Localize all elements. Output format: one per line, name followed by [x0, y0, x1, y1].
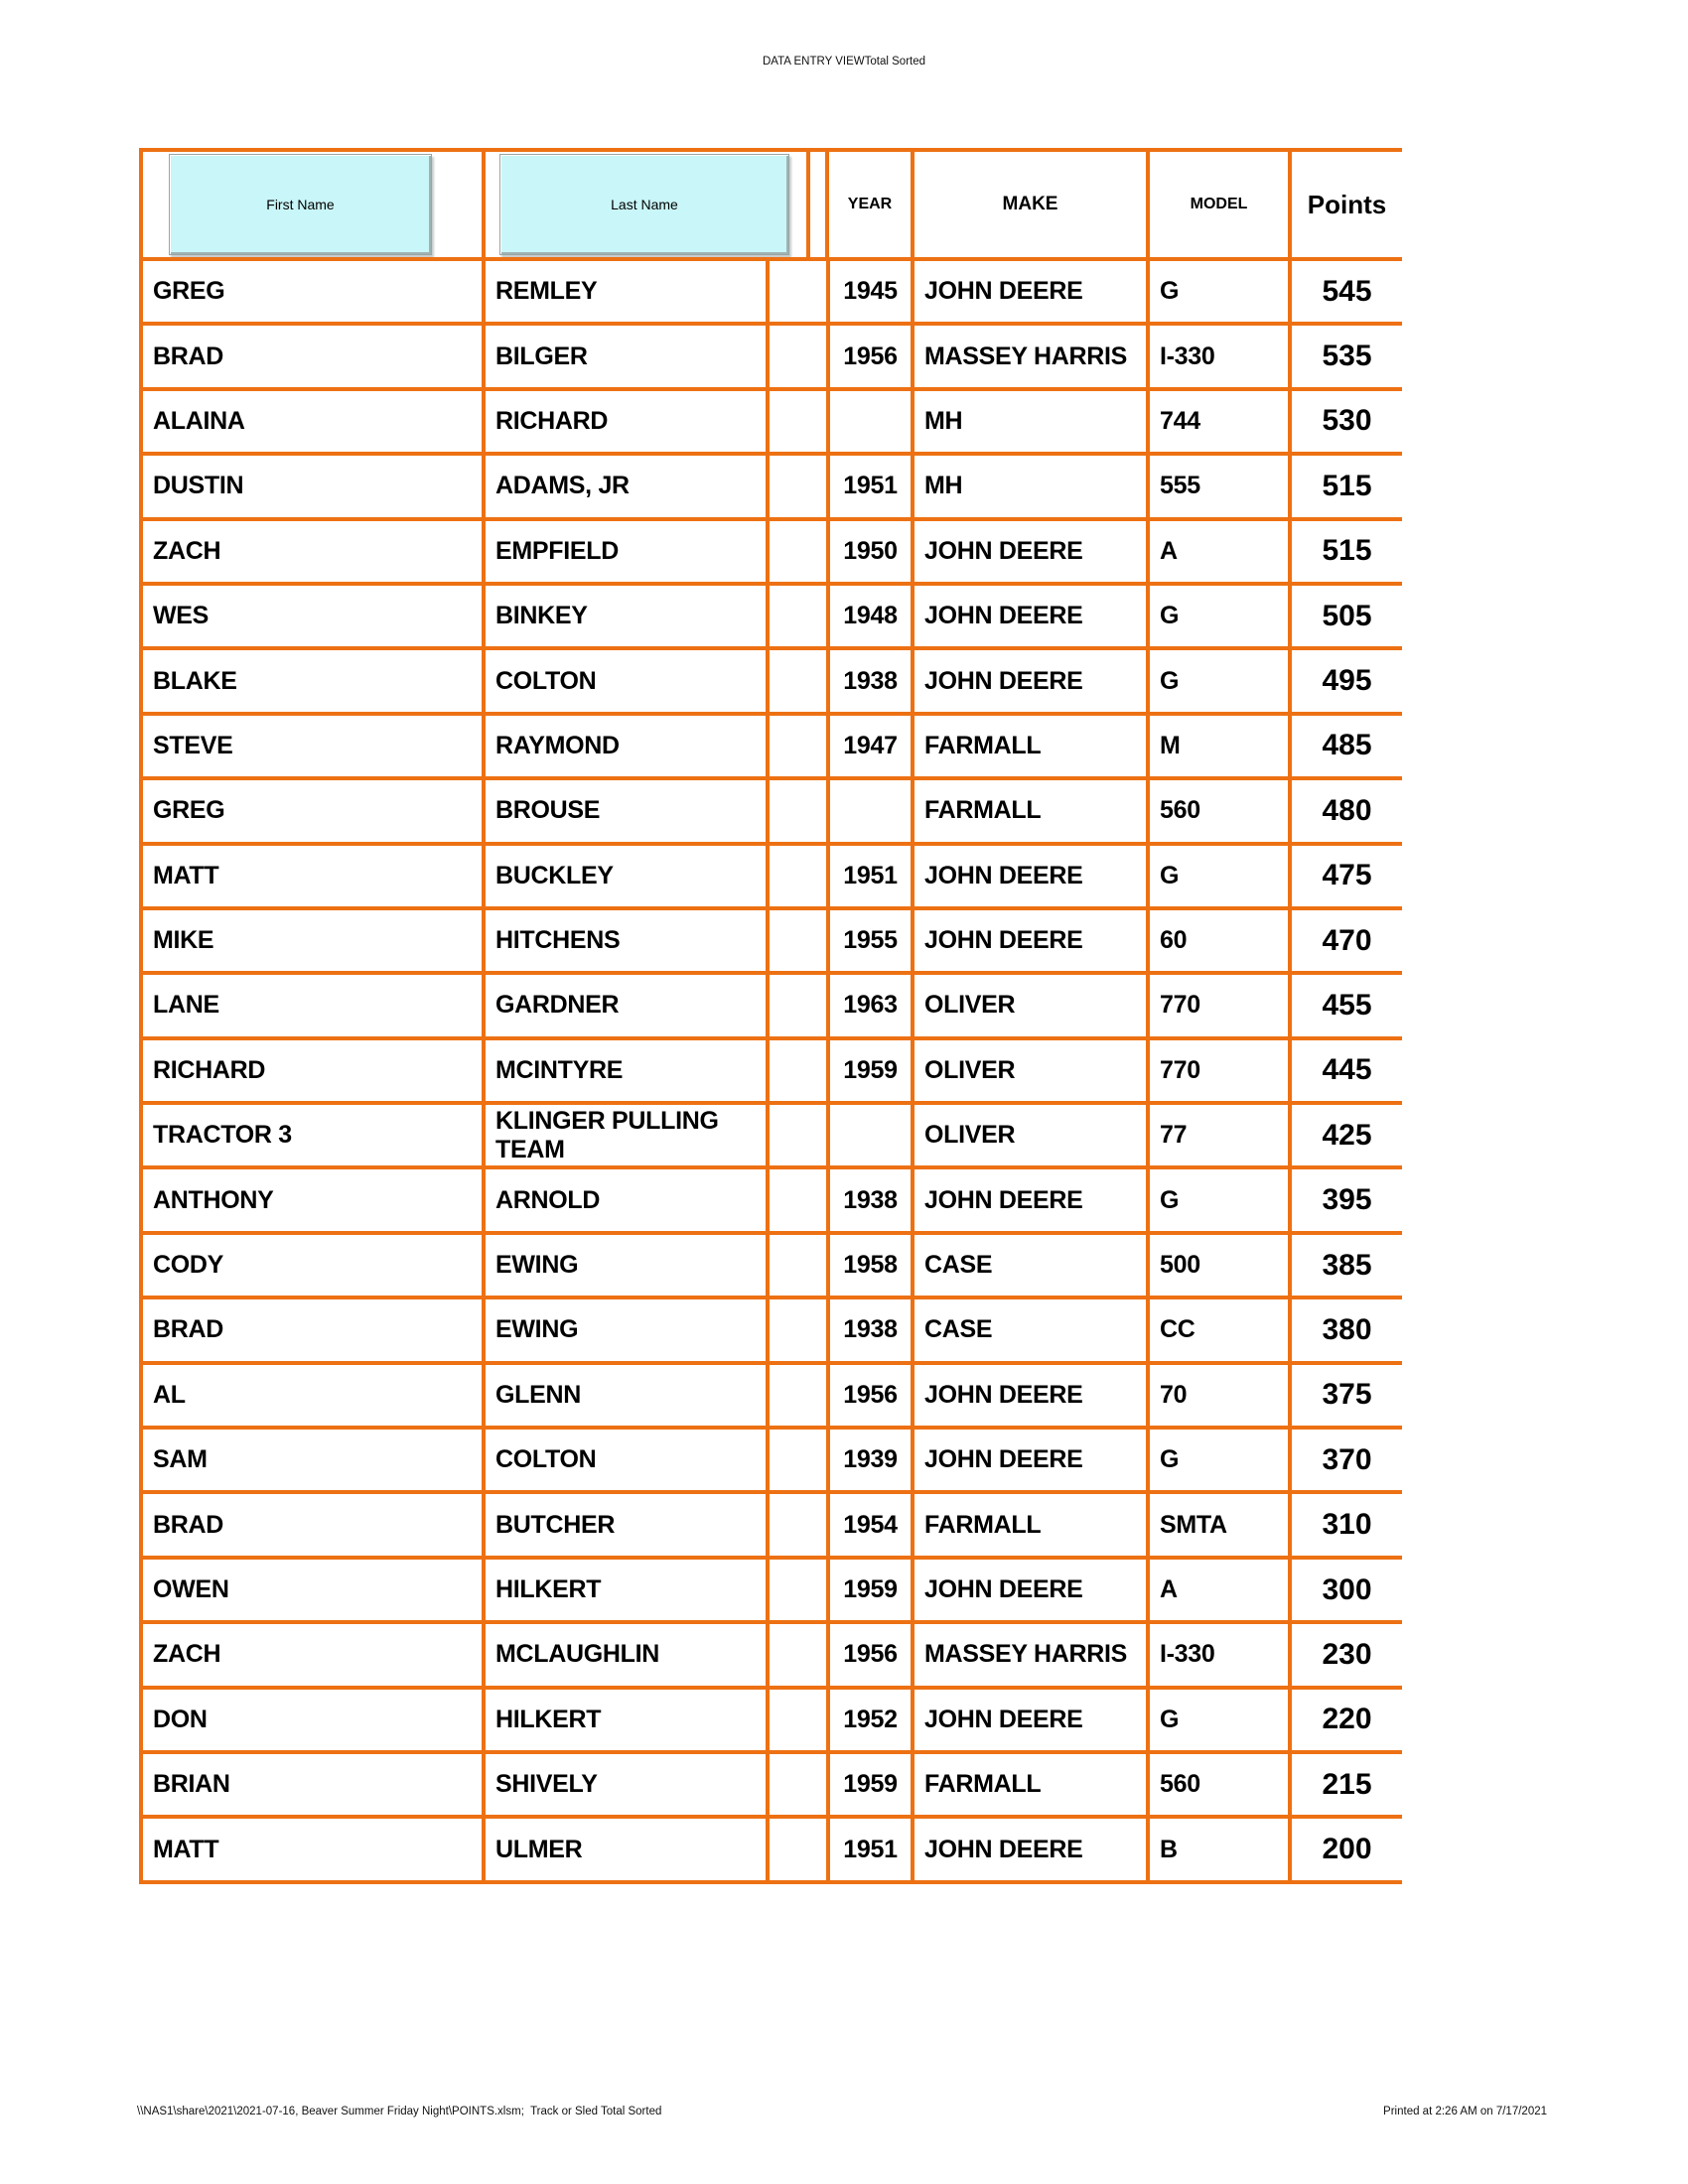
last-name-sort-button[interactable]: Last Name	[499, 154, 789, 255]
cell-first-name: AL	[139, 1365, 482, 1426]
cell-spacer	[766, 456, 826, 516]
cell-first-name: MATT	[139, 846, 482, 906]
cell-last-name: BILGER	[482, 326, 766, 386]
cell-year: 1963	[826, 975, 911, 1035]
points-table	[139, 148, 1402, 1884]
table-row	[139, 646, 1402, 711]
cell-first-name: TRACTOR 3	[139, 1105, 482, 1165]
cell-last-name: RICHARD	[482, 391, 766, 452]
cell-year: 1959	[826, 1754, 911, 1815]
cell-make: FARMALL	[911, 716, 1146, 776]
table-row	[139, 906, 1402, 971]
cell-first-name: BRIAN	[139, 1754, 482, 1815]
table-row	[139, 517, 1402, 582]
cell-first-name: ZACH	[139, 521, 482, 582]
cell-points: 375	[1288, 1365, 1402, 1426]
cell-last-name: KLINGER PULLING TEAM	[482, 1105, 766, 1165]
cell-spacer	[766, 1365, 826, 1426]
cell-year	[826, 391, 911, 452]
cell-make: JOHN DEERE	[911, 846, 1146, 906]
cell-spacer	[766, 1690, 826, 1750]
cell-points: 445	[1288, 1040, 1402, 1101]
cell-year: 1945	[826, 261, 911, 322]
cell-model: A	[1146, 1560, 1288, 1620]
cell-model: G	[1146, 1690, 1288, 1750]
cell-last-name: BUCKLEY	[482, 846, 766, 906]
table-row	[139, 322, 1402, 386]
cell-first-name: BRAD	[139, 1494, 482, 1555]
table-row	[139, 1686, 1402, 1750]
cell-points: 300	[1288, 1560, 1402, 1620]
cell-model: 60	[1146, 910, 1288, 971]
table-row	[139, 1296, 1402, 1360]
cell-model: I-330	[1146, 1624, 1288, 1685]
cell-spacer	[766, 1105, 826, 1165]
cell-spacer	[766, 586, 826, 646]
cell-first-name: ZACH	[139, 1624, 482, 1685]
cell-last-name: GLENN	[482, 1365, 766, 1426]
cell-last-name: REMLEY	[482, 261, 766, 322]
cell-points: 200	[1288, 1819, 1402, 1879]
header-cell-points: Points	[1288, 152, 1402, 257]
cell-spacer	[766, 261, 826, 322]
cell-first-name: LANE	[139, 975, 482, 1035]
cell-spacer	[766, 1235, 826, 1296]
table-row	[139, 257, 1402, 322]
cell-model: M	[1146, 716, 1288, 776]
cell-make: JOHN DEERE	[911, 521, 1146, 582]
cell-points: 475	[1288, 846, 1402, 906]
cell-make: OLIVER	[911, 975, 1146, 1035]
cell-year: 1938	[826, 1299, 911, 1360]
table-row	[139, 1036, 1402, 1101]
cell-first-name: CODY	[139, 1235, 482, 1296]
cell-year: 1959	[826, 1040, 911, 1101]
cell-last-name: BUTCHER	[482, 1494, 766, 1555]
cell-first-name: MATT	[139, 1819, 482, 1879]
cell-model: G	[1146, 586, 1288, 646]
footer-printed-info: Printed at 2:26 AM on 7/17/2021	[1383, 2106, 1547, 2117]
cell-year	[826, 780, 911, 841]
cell-last-name: HILKERT	[482, 1690, 766, 1750]
cell-year: 1938	[826, 650, 911, 711]
cell-spacer	[766, 1040, 826, 1101]
cell-spacer	[766, 650, 826, 711]
cell-first-name: GREG	[139, 780, 482, 841]
cell-model: 555	[1146, 456, 1288, 516]
cell-make: FARMALL	[911, 780, 1146, 841]
cell-make: JOHN DEERE	[911, 586, 1146, 646]
table-row	[139, 1556, 1402, 1620]
cell-first-name: STEVE	[139, 716, 482, 776]
cell-model: 770	[1146, 975, 1288, 1035]
table-row	[139, 1750, 1402, 1815]
cell-last-name: EWING	[482, 1299, 766, 1360]
cell-points: 505	[1288, 586, 1402, 646]
cell-last-name: HILKERT	[482, 1560, 766, 1620]
cell-points: 480	[1288, 780, 1402, 841]
cell-year: 1951	[826, 846, 911, 906]
cell-spacer	[766, 1169, 826, 1230]
table-row	[139, 842, 1402, 906]
cell-model: 77	[1146, 1105, 1288, 1165]
cell-spacer	[766, 846, 826, 906]
cell-spacer	[766, 391, 826, 452]
cell-spacer	[766, 521, 826, 582]
cell-make: CASE	[911, 1299, 1146, 1360]
cell-make: JOHN DEERE	[911, 650, 1146, 711]
cell-last-name: ARNOLD	[482, 1169, 766, 1230]
cell-make: JOHN DEERE	[911, 1819, 1146, 1879]
cell-points: 370	[1288, 1430, 1402, 1490]
table-row	[139, 1490, 1402, 1555]
cell-last-name: EMPFIELD	[482, 521, 766, 582]
cell-year: 1956	[826, 326, 911, 386]
cell-spacer	[766, 910, 826, 971]
first-name-sort-button[interactable]: First Name	[169, 154, 432, 255]
table-row	[139, 1101, 1402, 1165]
cell-points: 220	[1288, 1690, 1402, 1750]
header-cell-model: MODEL	[1146, 152, 1288, 257]
cell-last-name: COLTON	[482, 1430, 766, 1490]
cell-make: CASE	[911, 1235, 1146, 1296]
cell-make: JOHN DEERE	[911, 1169, 1146, 1230]
cell-year: 1948	[826, 586, 911, 646]
cell-make: JOHN DEERE	[911, 261, 1146, 322]
cell-spacer	[766, 975, 826, 1035]
cell-model: B	[1146, 1819, 1288, 1879]
cell-last-name: EWING	[482, 1235, 766, 1296]
cell-make: OLIVER	[911, 1105, 1146, 1165]
cell-year: 1951	[826, 456, 911, 516]
table-row	[139, 712, 1402, 776]
cell-last-name: SHIVELY	[482, 1754, 766, 1815]
cell-model: 744	[1146, 391, 1288, 452]
cell-make: JOHN DEERE	[911, 1430, 1146, 1490]
cell-model: 560	[1146, 1754, 1288, 1815]
cell-year: 1956	[826, 1624, 911, 1685]
cell-first-name: SAM	[139, 1430, 482, 1490]
table-row	[139, 452, 1402, 516]
cell-spacer	[766, 716, 826, 776]
cell-year: 1955	[826, 910, 911, 971]
cell-spacer	[766, 1560, 826, 1620]
cell-points: 485	[1288, 716, 1402, 776]
cell-year	[826, 1105, 911, 1165]
table-row	[139, 971, 1402, 1035]
cell-spacer	[766, 1819, 826, 1879]
table-row	[139, 387, 1402, 452]
cell-points: 395	[1288, 1169, 1402, 1230]
cell-last-name: COLTON	[482, 650, 766, 711]
table-row	[139, 776, 1402, 841]
cell-spacer	[766, 780, 826, 841]
table-row	[139, 1815, 1402, 1879]
cell-points: 535	[1288, 326, 1402, 386]
cell-year: 1956	[826, 1365, 911, 1426]
cell-year: 1938	[826, 1169, 911, 1230]
cell-year: 1954	[826, 1494, 911, 1555]
cell-spacer	[766, 1299, 826, 1360]
cell-points: 470	[1288, 910, 1402, 971]
cell-model: 770	[1146, 1040, 1288, 1101]
cell-year: 1952	[826, 1690, 911, 1750]
table-header-row	[139, 148, 1402, 257]
cell-points: 215	[1288, 1754, 1402, 1815]
cell-model: A	[1146, 521, 1288, 582]
cell-model: G	[1146, 650, 1288, 711]
cell-spacer	[766, 1624, 826, 1685]
cell-year: 1950	[826, 521, 911, 582]
cell-points: 515	[1288, 456, 1402, 516]
cell-first-name: DON	[139, 1690, 482, 1750]
cell-make: JOHN DEERE	[911, 1560, 1146, 1620]
cell-year: 1939	[826, 1430, 911, 1490]
cell-first-name: OWEN	[139, 1560, 482, 1620]
cell-make: MASSEY HARRIS	[911, 1624, 1146, 1685]
cell-points: 455	[1288, 975, 1402, 1035]
cell-model: SMTA	[1146, 1494, 1288, 1555]
table-row	[139, 1165, 1402, 1230]
cell-model: G	[1146, 1430, 1288, 1490]
cell-model: G	[1146, 846, 1288, 906]
cell-model: 560	[1146, 780, 1288, 841]
header-cell-last-name	[482, 152, 806, 257]
header-cell-spacer	[806, 152, 825, 257]
cell-last-name: RAYMOND	[482, 716, 766, 776]
cell-spacer	[766, 326, 826, 386]
cell-make: MH	[911, 391, 1146, 452]
cell-first-name: DUSTIN	[139, 456, 482, 516]
cell-spacer	[766, 1430, 826, 1490]
cell-last-name: ADAMS, JR	[482, 456, 766, 516]
cell-make: JOHN DEERE	[911, 1365, 1146, 1426]
cell-last-name: BROUSE	[482, 780, 766, 841]
cell-first-name: WES	[139, 586, 482, 646]
cell-points: 380	[1288, 1299, 1402, 1360]
cell-points: 230	[1288, 1624, 1402, 1685]
cell-year: 1959	[826, 1560, 911, 1620]
cell-year: 1951	[826, 1819, 911, 1879]
cell-points: 425	[1288, 1105, 1402, 1165]
cell-points: 495	[1288, 650, 1402, 711]
cell-year: 1947	[826, 716, 911, 776]
cell-first-name: BLAKE	[139, 650, 482, 711]
table-row	[139, 1231, 1402, 1296]
cell-model: 500	[1146, 1235, 1288, 1296]
cell-spacer	[766, 1494, 826, 1555]
cell-make: MH	[911, 456, 1146, 516]
cell-make: FARMALL	[911, 1754, 1146, 1815]
cell-last-name: GARDNER	[482, 975, 766, 1035]
cell-spacer	[766, 1754, 826, 1815]
cell-make: FARMALL	[911, 1494, 1146, 1555]
cell-model: G	[1146, 1169, 1288, 1230]
cell-points: 530	[1288, 391, 1402, 452]
cell-first-name: ANTHONY	[139, 1169, 482, 1230]
cell-make: JOHN DEERE	[911, 910, 1146, 971]
cell-points: 545	[1288, 261, 1402, 322]
cell-model: G	[1146, 261, 1288, 322]
cell-last-name: BINKEY	[482, 586, 766, 646]
cell-last-name: ULMER	[482, 1819, 766, 1879]
cell-points: 310	[1288, 1494, 1402, 1555]
cell-make: JOHN DEERE	[911, 1690, 1146, 1750]
cell-first-name: ALAINA	[139, 391, 482, 452]
cell-last-name: MCINTYRE	[482, 1040, 766, 1101]
cell-make: MASSEY HARRIS	[911, 326, 1146, 386]
cell-first-name: GREG	[139, 261, 482, 322]
header-cell-make: MAKE	[911, 152, 1146, 257]
footer-file-path: \\NAS1\share\2021\2021-07-16, Beaver Summer Friday Night\POINTS.xlsm; Track or Sled Total Sorted	[137, 2106, 662, 2117]
cell-last-name: MCLAUGHLIN	[482, 1624, 766, 1685]
table-row	[139, 582, 1402, 646]
table-row	[139, 1361, 1402, 1426]
table-body	[139, 257, 1402, 1880]
cell-first-name: BRAD	[139, 326, 482, 386]
cell-last-name: HITCHENS	[482, 910, 766, 971]
table-row	[139, 1620, 1402, 1685]
cell-year: 1958	[826, 1235, 911, 1296]
cell-model: 70	[1146, 1365, 1288, 1426]
table-row	[139, 1426, 1402, 1490]
cell-first-name: RICHARD	[139, 1040, 482, 1101]
cell-points: 515	[1288, 521, 1402, 582]
cell-model: I-330	[1146, 326, 1288, 386]
page-title: DATA ENTRY VIEWTotal Sorted	[762, 56, 926, 68]
cell-points: 385	[1288, 1235, 1402, 1296]
cell-make: OLIVER	[911, 1040, 1146, 1101]
cell-model: CC	[1146, 1299, 1288, 1360]
cell-first-name: MIKE	[139, 910, 482, 971]
header-cell-year: YEAR	[825, 152, 911, 257]
cell-first-name: BRAD	[139, 1299, 482, 1360]
header-cell-first-name	[139, 152, 482, 257]
